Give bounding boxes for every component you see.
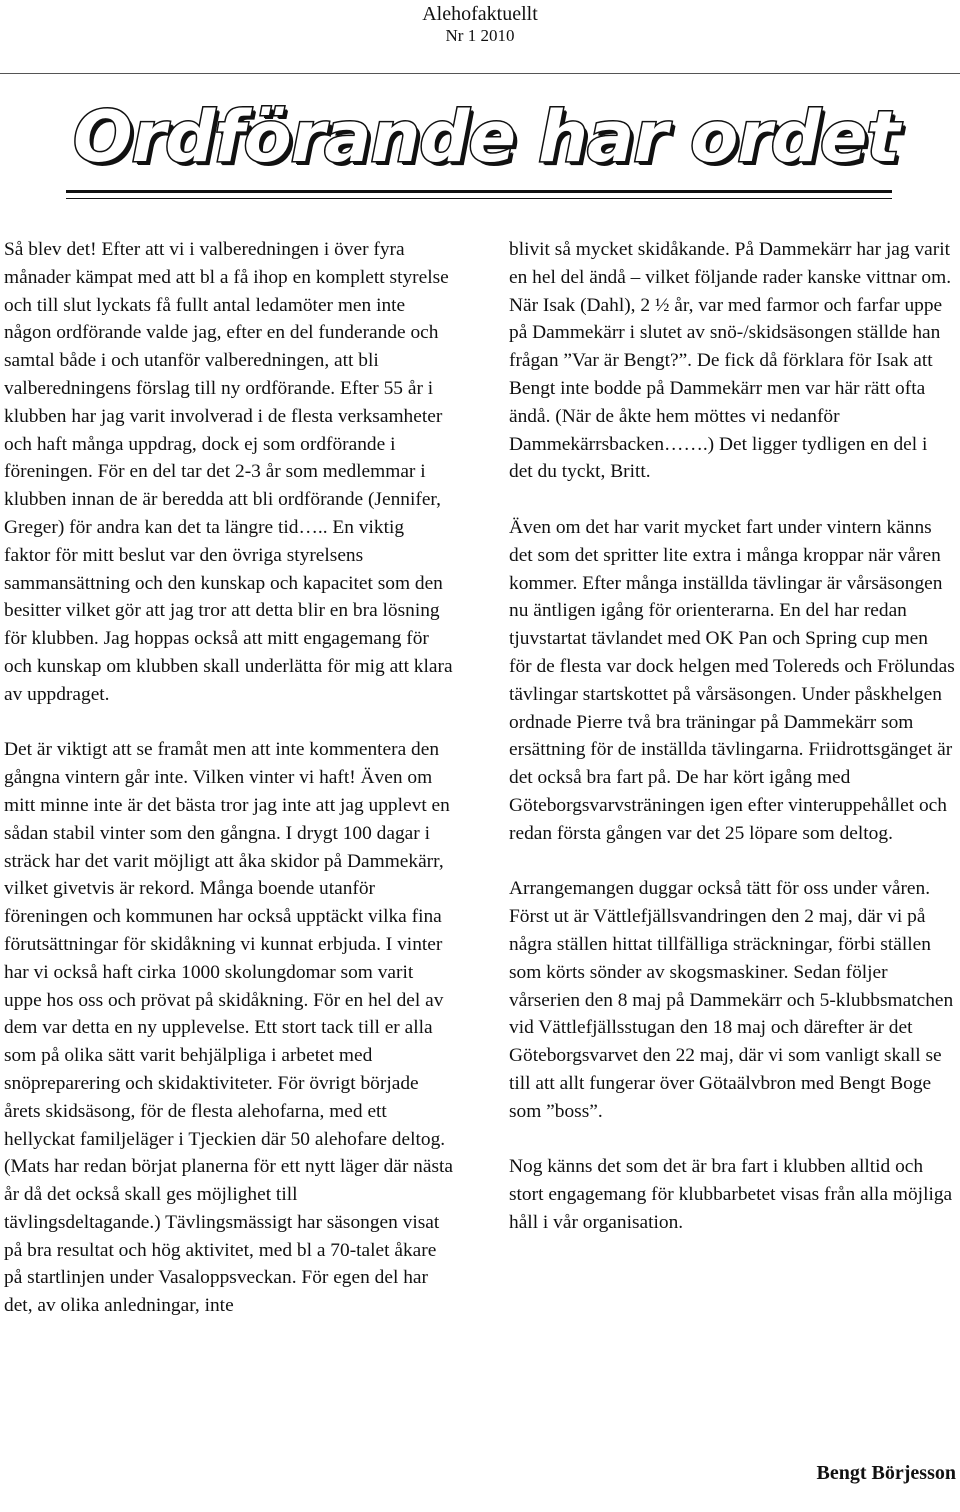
headline-rule-thin (66, 198, 892, 199)
author-signature: Bengt Börjesson (816, 1462, 956, 1484)
paragraph: Det är viktigt att se framåt men att inte kommentera den gångna vintern går inte. Vilken vinter vi haft! Även om mitt minne inte är det bästa tror jag inte att jag upplevt en sådan stabil vinter som den gångna. I drygt 100 dagar i sträck har det varit möjligt att åka skidor på Dammekärr, vilket givetvis är rekord. Många boende utanför föreningen och kommunen har också upptäckt vilka fina förutsättningar för skidåkning vi kunnat erbjuda. I vinter har vi också haft cirka 1000 skolungdomar som varit uppe hos oss och prövat på skidåkning. För en hel del av dem var detta en ny upplevelse. Ett stort tack till er alla som på olika sätt varit behjälpliga i arbetet med snöpreparering och skidaktiviteter. För övrigt började årets skidsäsong, för de flesta alehofarna, med ett hellyckat familjeläger i Tjeckien där 50 alehofare deltog. (Mats har redan börjat planerna för ett nytt läger där nästa år då det också skall ges möjlighet till tävlingsdeltagande.) Tävlingsmässigt har säsongen visat på bra resultat och hög aktivitet, med bl a 70-talet åkare på startlinjen under Vasaloppsveckan. För egen del har det, av olika anledningar, inte (4, 739, 454, 1317)
paragraph: blivit så mycket skidåkande. På Dammekärr har jag varit en hel del ändå – vilket följande rader kanske vittnar om. När Isak (Dahl), 2 ½ år, var med farmor och farfar uppe på Dammekärr i slutet av snö-/skidsäsongen ställde han frågan ”Var är Bengt?”. De fick då förklara för Isak att Bengt inte bodde på Dammekärr men var här rätt ofta ändå. (När de åkte hem möttes vi nedanför Dammekärrsbacken…….) Det ligger tydligen en del i det du tyckt, Britt. (509, 239, 952, 483)
paragraph: Arrangemangen duggar också tätt för oss under våren. Först ut är Vättlefjällsvandringen den 2 maj, där vi på några ställen hittat tillfälliga sträckningar, förbi ställen som körts sönder av skogsmaskiner. Sedan följer vårserien den 8 maj på Dammekärr och 5-klubbsmatchen vid Vättlefjällsstugan den 18 maj och därefter är det Göteborgsvarvet den 22 maj, där vi som vanligt skall se till att allt fungerar över Götaälvbron med Bengt Boge som ”boss”. (509, 878, 954, 1122)
article-headline: Ordförande har ordet (73, 96, 899, 178)
left-column (4, 236, 454, 1320)
publication-name: Alehofaktuellt (422, 3, 538, 25)
header-divider (0, 73, 960, 74)
issue-number: Nr 1 2010 (445, 26, 515, 45)
right-column (509, 236, 955, 1237)
paragraph: Nog känns det som det är bra fart i klubben alltid och stort engagemang för klubbarbetet visas från alla möjliga håll i vår organisation. (509, 1156, 953, 1233)
headline-rule-thick (66, 190, 892, 193)
paragraph: Så blev det! Efter att vi i valberedningen i över fyra månader kämpat med att bl a få ihop en komplett styrelse och till slut lyckats få fullt antal ledamöter men inte någon ordförande valde jag, efter en del funderande och samtal både i och utanför valberedningen, att bli valberedningens förslag till ny ordförande. Efter 55 år i klubben har jag varit involverad i de flesta verksamheter och haft många uppdrag, dock ej som ordförande i föreningen. För en del tar det 2-3 år som medlemmar i klubben innan de är beredda att bli ordförande (Jennifer, Greger) för andra kan det ta längre tid….. En viktig faktor för mitt beslut var den övriga styrelsens sammansättning och den kunskap och kapacitet som den besitter vilket gör att jag tror att detta blir en bra lösning för klubben. Jag hoppas också att mitt engagemang för och kunskap om klubben skall underlätta för mig att klara av uppdraget. (4, 239, 453, 705)
paragraph: Även om det har varit mycket fart under vintern känns det som det spritter lite extra i många kroppar när våren kommer. Efter många inställda tävlingar är vårsäsongen nu äntligen igång för orienterarna. En del har redan tjuvstartat tävlandet med OK Pan och Spring cup men för de flesta var dock helgen med Tolereds och Frölundas tävlingar startskottet på vårsäsongen. Under påskhelgen ordnade Pierre två bra träningar på Dammekärr som ersättning för de inställda tävlingarna. Friidrottsgänget är det också bra fart på. De har kört igång med Göteborgsvarvsträningen igen efter vinteruppehållet och redan första gången var det 25 löpare som deltog. (509, 516, 955, 844)
